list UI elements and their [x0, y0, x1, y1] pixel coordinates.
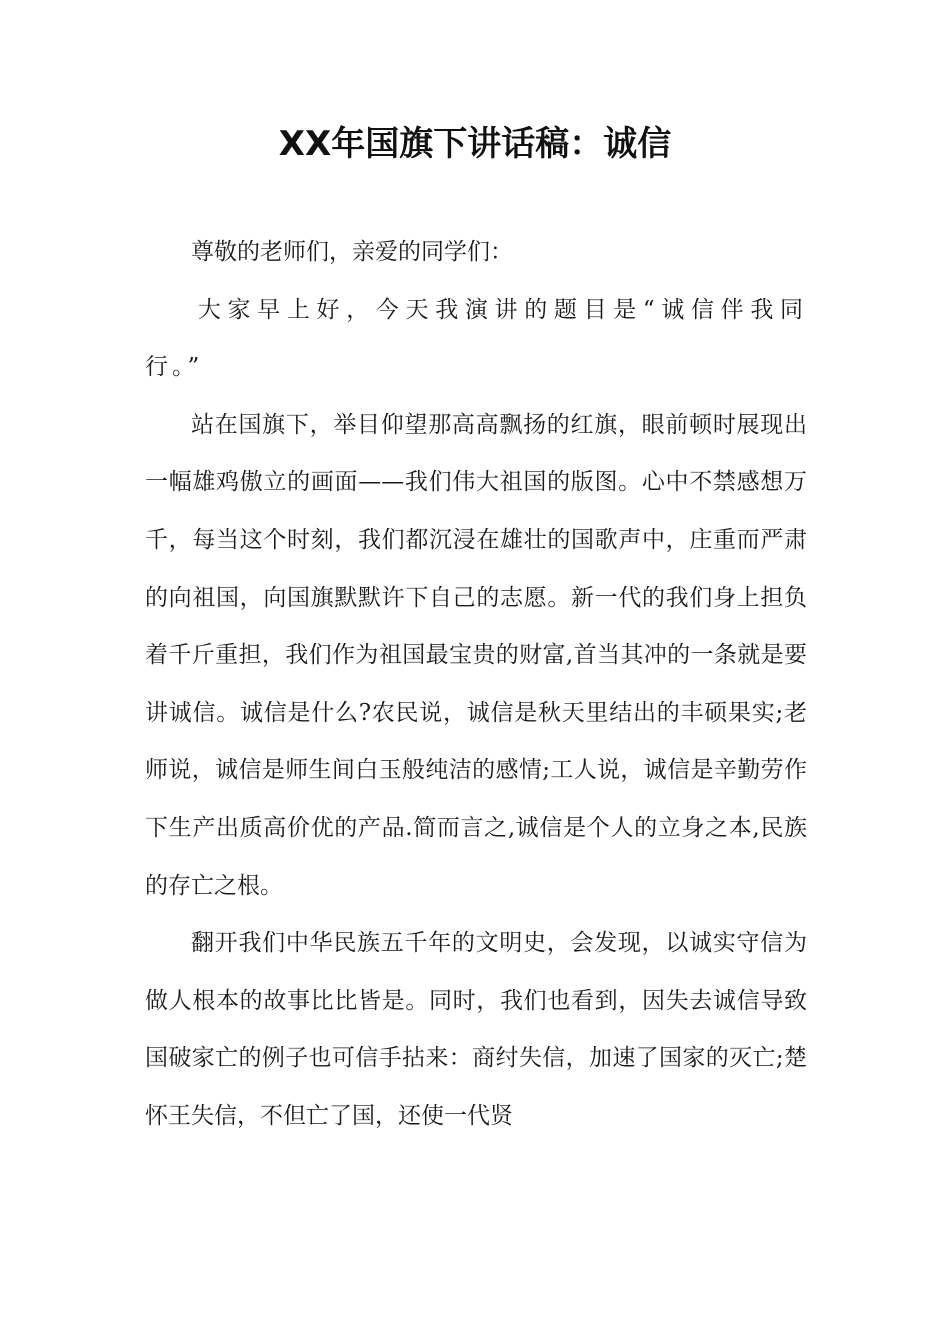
document-body [145, 224, 807, 1146]
body-paragraph: 翻开我们中华民族五千年的文明史，会发现，以诚实守信为做人根本的故事比比皆是。同时，我们也看到，因失去诚信导致国破家亡的例子也可信手拈来：商纣失信，加速了国家的灭亡;楚怀王失信，不但亡了国，还使一代贤 [145, 930, 807, 1129]
greeting-paragraph: 大家早上好，今天我演讲的题目是“诚信伴我同行。” [145, 296, 807, 381]
salutation-paragraph: 尊敬的老师们，亲爱的同学们： [191, 239, 513, 265]
body-paragraph: 站在国旗下，举目仰望那高高飘扬的红旗，眼前顿时展现出一幅雄鸡傲立的画面——我们伟大祖国的版图。心中不禁感想万千，每当这个时刻，我们都沉浸在雄壮的国歌声中，庄重而严肃的向祖国，向国旗默默许下自己的志愿。新一代的我们身上担负着千斤重担，我们作为祖国最宝贵的财富,首当其冲的一条就是要讲诚信。诚信是什么?农民说，诚信是秋天里结出的丰硕果实;老师说，诚信是师生间白玉般纯洁的感情;工人说，诚信是辛勤劳作下生产出质高价优的产品.简而言之,诚信是个人的立身之本,民族的存亡之根。 [145, 411, 807, 899]
document-title: XX年国旗下讲话稿：诚信 [278, 124, 672, 164]
